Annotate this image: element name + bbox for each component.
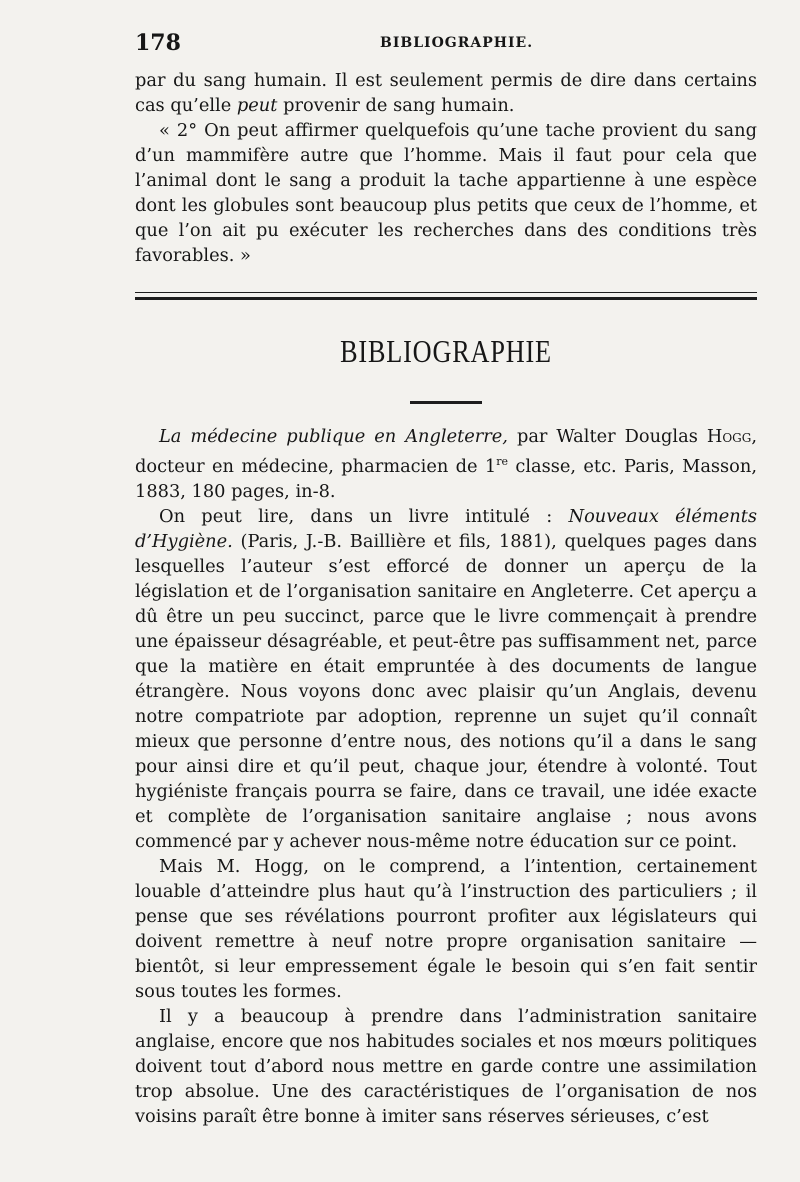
- page-header: [135, 30, 755, 60]
- continued-text: [135, 68, 757, 268]
- page-number: 178: [135, 30, 181, 56]
- paragraph: « 2° On peut affirmer quelquefois qu’une tache provient du sang d’un mammifère autre que l’homme. Mais il faut pour cela que l’animal dont le sang a produit la tache appartienne à une espèce dont les globules sont beaucoup plus petits que ceux de l’homme, et que l’on ait pu exécuter les recherches dans des conditions très favorables. »: [135, 120, 757, 266]
- section-title: BIBLIOGRAPHIE: [340, 333, 552, 369]
- paragraph: On peut lire, dans un livre intitulé : Nouveaux éléments d’Hygiène. (Paris, J.-B. Baillière et fils, 1881), quelques pages dans lesquelles l’auteur s’est efforcé de donner un aperçu de la législation et de l’organisation sanitaire en Angleterre. Cet aperçu a dû être un peu succinct, parce que le livre commençait à prendre une épaisseur désagréable, et peut-être pas suffisamment net, parce que la matière en était empruntée à des documents de langue étrangère. Nous voyons donc avec plaisir qu’un Anglais, devenu notre compatriote par adoption, reprenne un sujet qu’il connaît mieux que personne d’entre nous, des notions qu’il a dans le sang pour ainsi dire et qu’il peut, chaque jour, étendre à volonté. Tout hygiéniste français pourra se faire, dans ce travail, une idée exacte et complète de l’organisation sanitaire anglaise ; nous avons commencé par y achever nous-même notre éducation sur ce point.: [135, 505, 758, 852]
- section-divider: [135, 292, 757, 293]
- bibliography-entry: La médecine publique en Angleterre, par Walter Douglas Hogg, docteur en médecine, pharmacien de 1re classe, etc. Paris, Masson, 1883, 180 pages, in-8.: [135, 426, 757, 502]
- entry-title: La médecine publique en Angleterre,: [159, 426, 508, 447]
- bibliography-section: [135, 424, 757, 1129]
- paragraph: Il y a beaucoup à prendre dans l’administration sanitaire anglaise, encore que nos habitudes sociales et nos mœurs politiques doivent tout d’abord nous mettre en garde contre une assimilation trop absolue. Une des caractéristiques de l’organisation de nos voisins paraît être bonne à imiter sans réserves sérieuses, c’est: [135, 1005, 757, 1127]
- section-divider-thick: [135, 297, 757, 300]
- paragraph: par du sang humain. Il est seulement permis de dire dans certains cas qu’elle peut provenir de sang humain.: [135, 70, 757, 116]
- entry-author: Hogg: [706, 426, 752, 447]
- paragraph: Mais M. Hogg, on le comprend, a l’intention, certainement louable d’atteindre plus haut qu’à l’instruction des particuliers ; il pense que ses révélations pourront profiter aux législateurs qui doivent remettre à neuf notre propre organisation sanitaire — bientôt, si leur empressement égale le besoin qui s’en fait sentir sous toutes les formes.: [135, 855, 757, 1002]
- title-ornament-rule: [410, 401, 482, 404]
- running-title: BIBLIOGRAPHIE.: [380, 35, 534, 51]
